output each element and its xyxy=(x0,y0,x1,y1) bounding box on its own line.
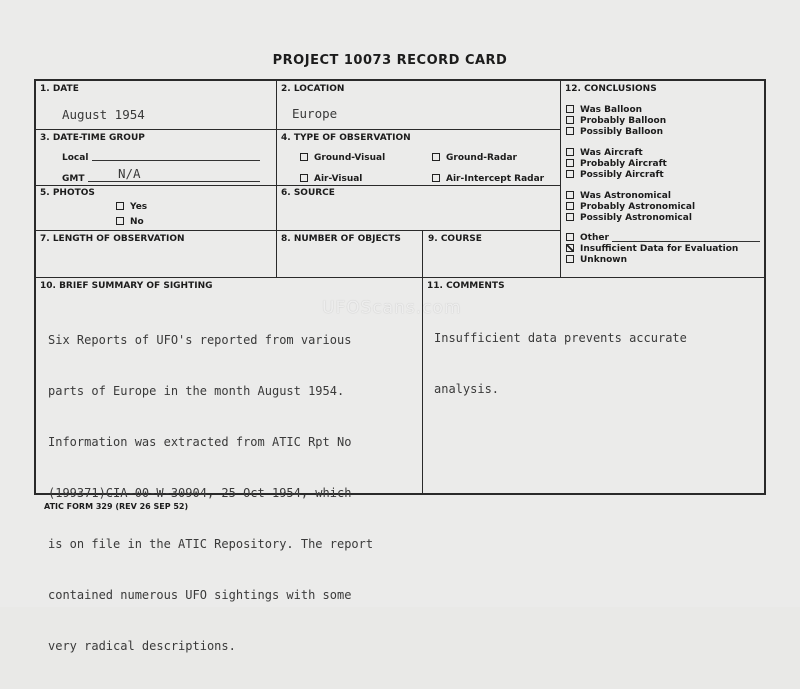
conclusion-unknown: Unknown xyxy=(566,255,627,265)
source-label: 6. SOURCE xyxy=(281,188,335,198)
checkbox-checked-icon xyxy=(566,244,574,252)
objects-label: 8. NUMBER OF OBJECTS xyxy=(281,234,401,244)
conclusion-insufficient-data: Insufficient Data for Evaluation xyxy=(566,244,738,254)
comments-line: Insufficient data prevents accurate xyxy=(434,331,687,345)
divider-col2 xyxy=(560,80,561,277)
gmt-value: N/A xyxy=(118,166,141,181)
summary-line: Information was extracted from ATIC Rpt No xyxy=(48,435,352,449)
obs-option-air-visual: Air-Visual xyxy=(300,174,362,184)
conclusion-possibly-balloon: Possibly Balloon xyxy=(566,127,663,137)
gmt-underline xyxy=(88,181,260,182)
comments-line: analysis. xyxy=(434,382,500,396)
checkbox-icon xyxy=(566,170,574,178)
divider-row1 xyxy=(35,129,560,130)
checkbox-icon xyxy=(566,159,574,167)
summary-label: 10. BRIEF SUMMARY OF SIGHTING xyxy=(40,281,213,291)
obs-type-label: 4. TYPE OF OBSERVATION xyxy=(281,133,411,143)
watermark-text: UFOScans.com xyxy=(322,298,462,318)
checkbox-icon xyxy=(566,191,574,199)
photos-no: No xyxy=(116,217,144,227)
checkbox-icon xyxy=(566,116,574,124)
length-label: 7. LENGTH OF OBSERVATION xyxy=(40,234,185,244)
conclusion-was-aircraft: Was Aircraft xyxy=(566,148,643,158)
checkbox-icon xyxy=(432,174,440,182)
dtg-label: 3. DATE-TIME GROUP xyxy=(40,133,145,143)
conclusion-was-astronomical: Was Astronomical xyxy=(566,191,671,201)
date-value: August 1954 xyxy=(62,107,145,122)
comments-text xyxy=(434,296,754,432)
checkbox-icon xyxy=(432,153,440,161)
divider-row2 xyxy=(35,185,560,186)
conclusion-probably-balloon: Probably Balloon xyxy=(566,116,666,126)
summary-line: Six Reports of UFO's reported from various xyxy=(48,333,352,347)
conclusion-possibly-astronomical: Possibly Astronomical xyxy=(566,213,692,223)
other-underline xyxy=(612,241,760,242)
summary-line: very radical descriptions. xyxy=(48,639,236,653)
checkbox-icon xyxy=(566,148,574,156)
checkbox-icon xyxy=(300,153,308,161)
conclusion-was-balloon: Was Balloon xyxy=(566,105,642,115)
checkbox-icon xyxy=(116,217,124,225)
divider-row4 xyxy=(35,277,765,278)
photos-label: 5. PHOTOS xyxy=(40,188,95,198)
local-underline xyxy=(92,160,260,161)
checkbox-icon xyxy=(566,255,574,263)
conclusion-other: Other xyxy=(566,233,609,243)
checkbox-icon xyxy=(116,202,124,210)
checkbox-icon xyxy=(566,213,574,221)
card-title: PROJECT 10073 RECORD CARD xyxy=(272,53,508,68)
divider-col3 xyxy=(422,230,423,494)
conclusion-possibly-aircraft: Possibly Aircraft xyxy=(566,170,664,180)
local-label: Local xyxy=(62,153,89,163)
obs-option-ground-radar: Ground-Radar xyxy=(432,153,517,163)
obs-option-air-intercept-radar: Air-Intercept Radar xyxy=(432,174,544,184)
conclusion-probably-astronomical: Probably Astronomical xyxy=(566,202,695,212)
comments-label: 11. COMMENTS xyxy=(427,281,505,291)
obs-option-ground-visual: Ground-Visual xyxy=(300,153,385,163)
checkbox-icon xyxy=(566,127,574,135)
course-label: 9. COURSE xyxy=(428,234,482,244)
conclusion-probably-aircraft: Probably Aircraft xyxy=(566,159,667,169)
summary-line: (199371)CIA-00-W-30904, 25 Oct 1954, which xyxy=(48,486,352,500)
checkbox-icon xyxy=(566,105,574,113)
checkbox-icon xyxy=(566,233,574,241)
conclusions-label: 12. CONCLUSIONS xyxy=(565,84,657,94)
divider-col1 xyxy=(276,80,277,277)
summary-line: is on file in the ATIC Repository. The report xyxy=(48,537,374,551)
gmt-label: GMT xyxy=(62,174,85,184)
summary-line: parts of Europe in the month August 1954. xyxy=(48,384,345,398)
date-label: 1. DATE xyxy=(40,84,79,94)
location-value: Europe xyxy=(292,106,338,121)
form-footer: ATIC FORM 329 (REV 26 SEP 52) xyxy=(44,502,189,511)
location-label: 2. LOCATION xyxy=(281,84,345,94)
divider-row3 xyxy=(35,230,560,231)
checkbox-icon xyxy=(300,174,308,182)
checkbox-icon xyxy=(566,202,574,210)
summary-line: contained numerous UFO sightings with some xyxy=(48,588,352,602)
photos-yes: Yes xyxy=(116,202,147,212)
summary-text xyxy=(48,298,420,689)
